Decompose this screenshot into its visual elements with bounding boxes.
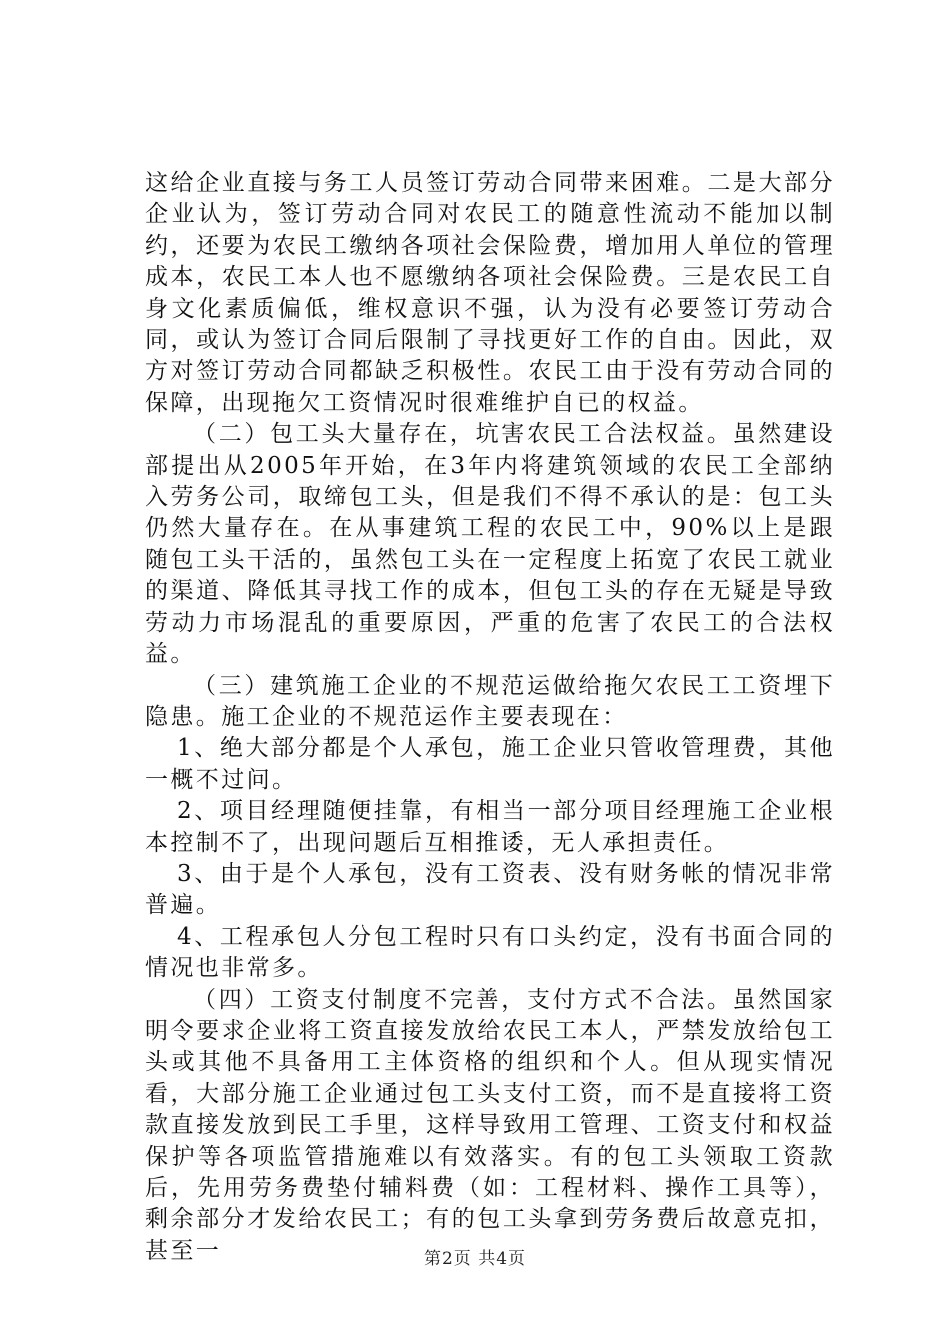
list-item-4: 4、工程承包人分包工程时只有口头约定，没有书面合同的情况也非常多。 [145,923,835,982]
paragraph-section-2: （二）包工头大量存在，坑害农民工合法权益。虽然建设部提出从2005年开始，在3年内将建筑领域的农民工全部纳入劳务公司，取缔包工头，但是我们不得不承认的是：包工头仍然大量存在。在从事建筑工程的农民工中，90%以上是跟随包工头干活的，虽然包工头在一定程度上拓宽了农民工就业的渠道、降低其寻找工作的成本，但包工头的存在无疑是导致劳动力市场混乱的重要原因，严重的危害了农民工的合法权益。 [145,421,835,668]
list-item-2: 2、项目经理随便挂靠，有相当一部分项目经理施工企业根本控制不了，出现问题后互相推诿，无人承担责任。 [145,798,835,856]
paragraph-continuation: 这给企业直接与务工人员签订劳动合同带来困难。二是大部分企业认为，签订劳动合同对农民工的随意性流动不能加以制约，还要为农民工缴纳各项社会保险费，增加用人单位的管理成本，农民工本人也不愿缴纳各项社会保险费。三是农民工自身文化素质偏低，维权意识不强，认为没有必要签订劳动合同，或认为签订合同后限制了寻找更好工作的自由。因此，双方对签订劳动合同都缺乏积极性。农民工由于没有劳动合同的保障，出现拖欠工资情况时很难维护自已的权益。 [145,170,835,416]
paragraph-section-3: （三）建筑施工企业的不规范运做给拖欠农民工工资埋下隐患。施工企业的不规范运作主要表现在： [145,672,835,730]
document-body [145,168,835,1267]
list-item-3: 3、由于是个人承包，没有工资表、没有财务帐的情况非常普遍。 [145,860,835,919]
page-number-footer: 第2页 共4页 [423,1249,527,1269]
list-item-1: 1、绝大部分都是个人承包，施工企业只管收管理费，其他一概不过问。 [145,735,835,793]
paragraph-section-4: （四）工资支付制度不完善，支付方式不合法。虽然国家明令要求企业将工资直接发放给农民工本人，严禁发放给包工头或其他不具备用工主体资格的组织和个人。但从现实情况看，大部分施工企业通过包工头支付工资，而不是直接将工资款直接发放到民工手里，这样导致用工管理、工资支付和权益保护等各项监管措施难以有效落实。有的包工头领取工资款后，先用劳务费垫付辅料费（如：工程材料、操作工具等），剩余部分才发给农民工；有的包工头拿到劳务费后故意克扣，甚至一 [145,986,835,1264]
